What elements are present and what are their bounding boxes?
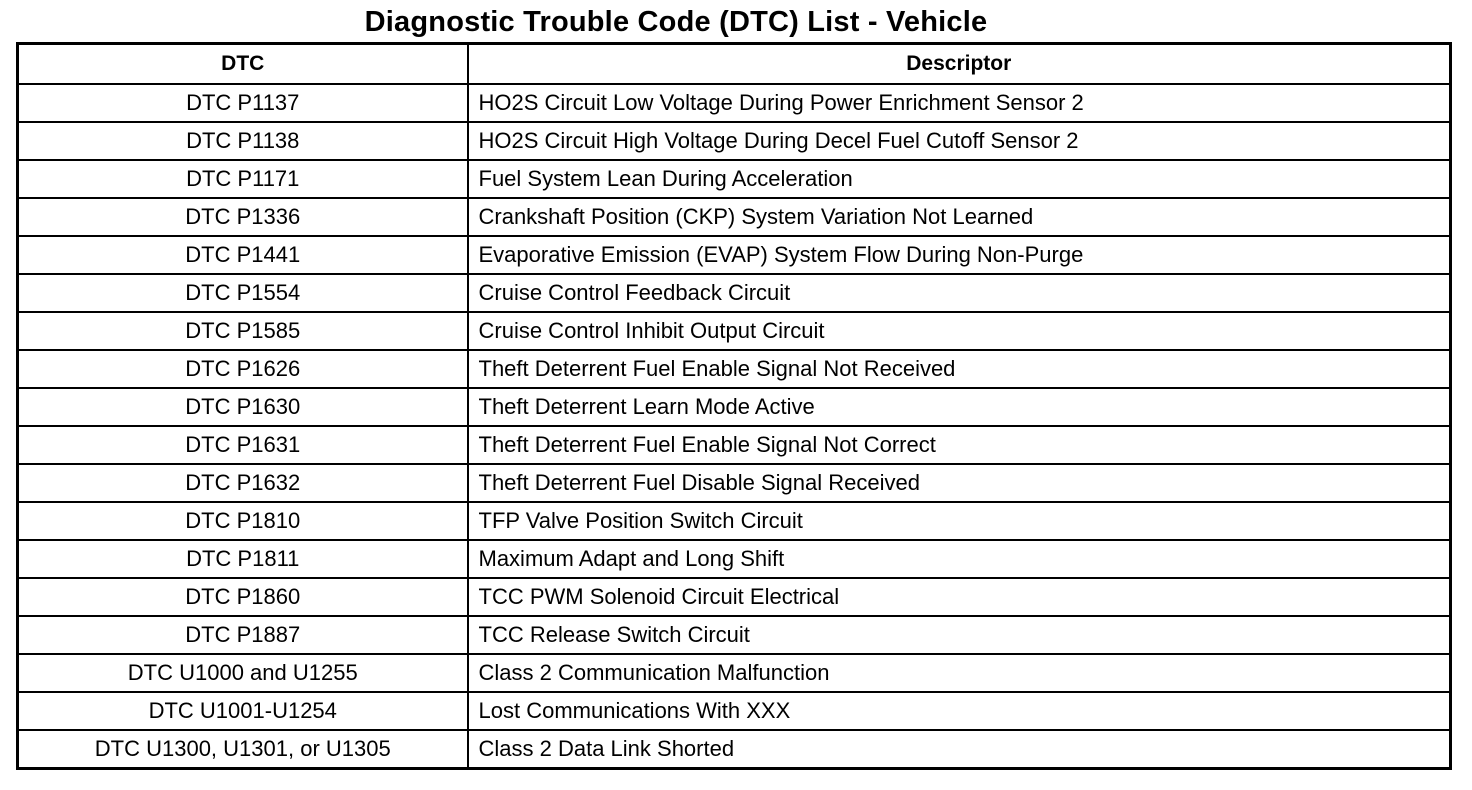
dtc-code: DTC P1887	[18, 616, 468, 654]
table-row	[18, 692, 1451, 730]
table-row	[18, 198, 1451, 236]
dtc-code: DTC P1626	[18, 350, 468, 388]
dtc-descriptor: Class 2 Data Link Shorted	[468, 730, 1451, 769]
dtc-descriptor: HO2S Circuit High Voltage During Decel Fuel Cutoff Sensor 2	[468, 122, 1451, 160]
dtc-code: DTC P1137	[18, 84, 468, 122]
dtc-descriptor: TFP Valve Position Switch Circuit	[468, 502, 1451, 540]
table-row	[18, 122, 1451, 160]
table-row	[18, 464, 1451, 502]
page-title: Diagnostic Trouble Code (DTC) List - Vehicle	[364, 6, 988, 38]
table-row	[18, 84, 1451, 122]
dtc-descriptor: Fuel System Lean During Acceleration	[468, 160, 1451, 198]
dtc-descriptor: TCC PWM Solenoid Circuit Electrical	[468, 578, 1451, 616]
dtc-descriptor: HO2S Circuit Low Voltage During Power Enrichment Sensor 2	[468, 84, 1451, 122]
dtc-code: DTC P1554	[18, 274, 468, 312]
table-row	[18, 350, 1451, 388]
table-row	[18, 388, 1451, 426]
dtc-descriptor: Class 2 Communication Malfunction	[468, 654, 1451, 692]
dtc-code: DTC U1300, U1301, or U1305	[18, 730, 468, 769]
dtc-descriptor: Theft Deterrent Learn Mode Active	[468, 388, 1451, 426]
dtc-code: DTC P1632	[18, 464, 468, 502]
table-header-row	[18, 44, 1451, 85]
table-row	[18, 654, 1451, 692]
dtc-code: DTC P1860	[18, 578, 468, 616]
table-row	[18, 616, 1451, 654]
dtc-descriptor: TCC Release Switch Circuit	[468, 616, 1451, 654]
dtc-code: DTC P1336	[18, 198, 468, 236]
column-header-descriptor: Descriptor	[468, 44, 1451, 85]
dtc-code: DTC P1585	[18, 312, 468, 350]
dtc-descriptor: Crankshaft Position (CKP) System Variation Not Learned	[468, 198, 1451, 236]
dtc-code: DTC P1138	[18, 122, 468, 160]
column-header-dtc: DTC	[18, 44, 468, 85]
dtc-descriptor: Evaporative Emission (EVAP) System Flow During Non-Purge	[468, 236, 1451, 274]
dtc-descriptor: Lost Communications With XXX	[468, 692, 1451, 730]
table-row	[18, 502, 1451, 540]
table-row	[18, 426, 1451, 464]
dtc-descriptor: Theft Deterrent Fuel Enable Signal Not Received	[468, 350, 1451, 388]
table-row	[18, 236, 1451, 274]
table-row	[18, 730, 1451, 769]
dtc-descriptor: Theft Deterrent Fuel Disable Signal Received	[468, 464, 1451, 502]
dtc-descriptor: Maximum Adapt and Long Shift	[468, 540, 1451, 578]
table-row	[18, 274, 1451, 312]
dtc-code: DTC P1811	[18, 540, 468, 578]
dtc-descriptor: Cruise Control Inhibit Output Circuit	[468, 312, 1451, 350]
dtc-code: DTC P1171	[18, 160, 468, 198]
dtc-code: DTC P1810	[18, 502, 468, 540]
dtc-descriptor: Cruise Control Feedback Circuit	[468, 274, 1451, 312]
table-row	[18, 578, 1451, 616]
table-row	[18, 540, 1451, 578]
table-row	[18, 312, 1451, 350]
dtc-code: DTC U1000 and U1255	[18, 654, 468, 692]
table-row	[18, 160, 1451, 198]
dtc-code: DTC P1630	[18, 388, 468, 426]
dtc-table	[16, 42, 1452, 770]
dtc-code: DTC U1001-U1254	[18, 692, 468, 730]
dtc-code: DTC P1631	[18, 426, 468, 464]
dtc-code: DTC P1441	[18, 236, 468, 274]
dtc-descriptor: Theft Deterrent Fuel Enable Signal Not Correct	[468, 426, 1451, 464]
